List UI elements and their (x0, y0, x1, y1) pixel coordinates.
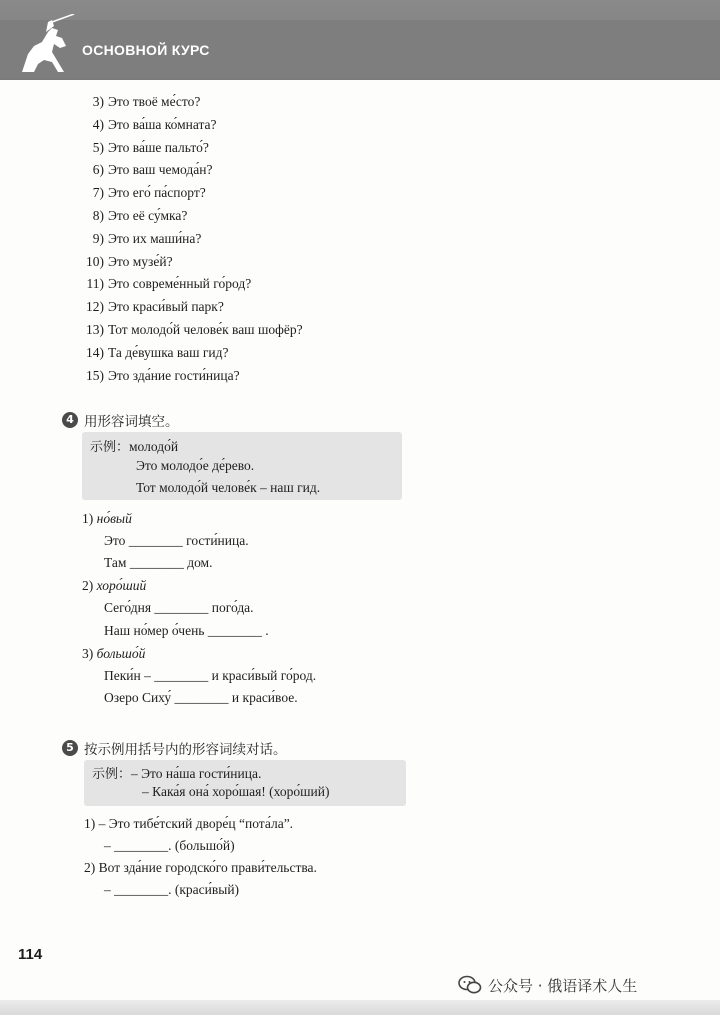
wechat-icon (458, 974, 482, 996)
exercise-4-heading (62, 410, 179, 430)
list-item: 4) Это ва́ша ко́мната? (92, 116, 217, 132)
fill-in-line: Это ________ гости́ница. (104, 533, 249, 548)
example-box (84, 760, 406, 806)
fill-in-line: Там ________ дом. (104, 555, 213, 570)
watermark (458, 974, 637, 996)
list-item: 5) Это ва́ше пальто́? (92, 139, 209, 155)
exercise-item: 2) хоро́ший (82, 578, 147, 593)
list-item: 15) Это зда́ние гости́ница? (86, 367, 240, 383)
fill-in-line: Пеки́н – ________ и краси́вый го́род. (104, 668, 317, 683)
list-item: 12) Это краси́вый парк? (86, 299, 224, 315)
exercise-item: 1) – Это тибе́тский дворе́ц “пота́ла”. (84, 816, 294, 831)
fill-in-line: Наш но́мер о́чень ________ . (104, 623, 269, 638)
example-line: Это молодо́е де́рево. (136, 458, 255, 473)
page-bottom-edge (0, 1000, 720, 1015)
list-item: 3) Это твоё ме́сто? (92, 94, 201, 109)
example-label: 示例： (90, 440, 130, 455)
list-item: 8) Это её су́мка? (92, 207, 188, 223)
fill-in-line: Сего́дня ________ пого́да. (104, 600, 254, 615)
list-item: 7) Это его́ па́спорт? (92, 185, 206, 201)
exercise-number-badge: 4 (62, 412, 78, 428)
list-item: 9) Это их маши́на? (92, 230, 202, 246)
example-word: молодо́й (129, 439, 179, 454)
fill-in-line: Озеро Сиху́ ________ и краси́вое. (104, 690, 298, 705)
example-line: Тот молодо́й челове́к – наш гид. (136, 480, 321, 495)
list-item: 11) Это совреме́нный го́род? (86, 276, 252, 292)
course-title: ОСНОВНОЙ КУРС (82, 42, 210, 58)
question-list (78, 91, 498, 387)
example-label: 示例： (92, 767, 132, 782)
example-box (82, 432, 402, 500)
list-item: 14) Та де́вушка ваш гид? (86, 344, 229, 360)
exercise-5-heading (62, 738, 287, 758)
page-number: 114 (18, 946, 43, 963)
list-item: 13) Тот молодо́й челове́к ваш шофёр? (86, 321, 303, 337)
example-line: – Кака́я она́ хоро́шая! (хоро́ший) (142, 784, 330, 799)
exercise-item: 1) но́вый (82, 511, 132, 526)
exercise-instruction: 用形容词填空。 (84, 414, 179, 430)
list-item: 6) Это ваш чемода́н? (92, 162, 213, 178)
exercise-instruction: 按示例用括号内的形容词续对话。 (84, 742, 287, 758)
fill-in-line: – ________. (краси́вый) (104, 882, 240, 897)
horse-rider-logo-icon (12, 14, 82, 80)
watermark-text: 公众号 · 俄语译术人生 (488, 976, 638, 995)
example-line: – Это на́ша гости́ница. (131, 766, 262, 781)
fill-in-line: – ________. (большо́й) (104, 838, 235, 853)
list-item: 10) Это музе́й? (86, 253, 173, 269)
exercise-number-badge: 5 (62, 740, 78, 756)
exercise-item: 2) Вот зда́ние городско́го прави́тельства. (84, 860, 317, 875)
exercise-item: 3) большо́й (82, 646, 146, 661)
